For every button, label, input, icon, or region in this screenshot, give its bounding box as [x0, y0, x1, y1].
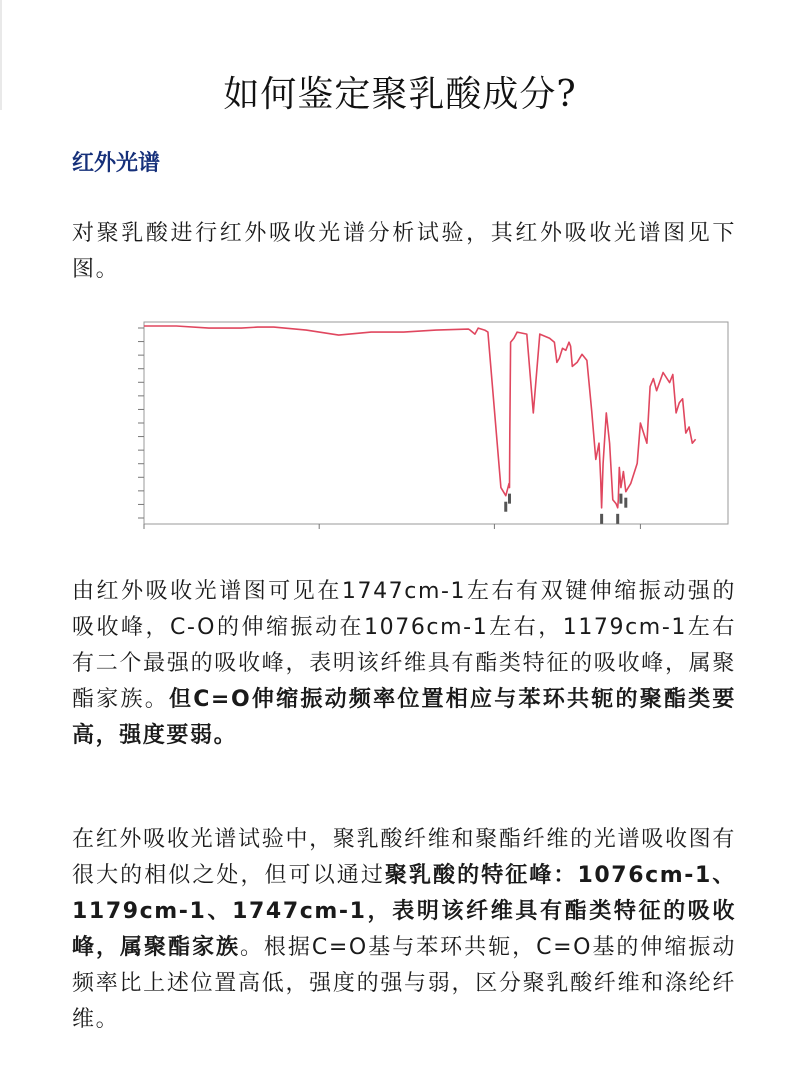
peak-marker — [616, 514, 619, 524]
peak-marker — [619, 494, 622, 504]
paragraph-comparison-end: 。根据C=O基与苯环共轭，C=O基的伸缩振动频率比上述位置高低，强度的强与弱，区分聚乳酸纤维和涤纶纤维。 — [72, 935, 736, 1032]
section-heading: 红外光谱 — [72, 151, 161, 176]
paragraph-comparison-start: 在红外吸收光谱试验中，聚乳酸纤维和聚酯纤维的光谱吸收图有很大的相似之处，但可以通过 — [72, 827, 736, 888]
peak-marker — [624, 498, 627, 508]
peak-marker — [504, 502, 507, 512]
paragraph-comparison — [72, 822, 736, 1038]
paragraph-analysis-bold: 但C=O伸缩振动频率位置相应与苯环共轭的聚酯类要高，强度要弱。 — [72, 687, 736, 748]
page-title: 如何鉴定聚乳酸成分? — [223, 74, 577, 115]
paragraph-comparison-bold: 聚乳酸的特征峰：1076cm-1、1179cm-1、1747cm-1，表明该纤维具有酯类特征的吸收峰，属聚酯家族 — [72, 863, 736, 960]
ir-spectrum-chart — [100, 312, 740, 544]
paragraph-intro: 对聚乳酸进行红外吸收光谱分析试验，其红外吸收光谱图见下图。 — [72, 221, 736, 282]
paragraph-analysis — [72, 574, 736, 754]
ir-spectrum-svg — [100, 312, 740, 544]
peak-marker — [508, 494, 511, 504]
peak-marker — [600, 514, 603, 524]
paragraph-analysis-text: 由红外吸收光谱图可见在1747cm-1左右有双键伸缩振动强的吸收峰，C-O的伸缩振动在1076cm-1左右，1179cm-1左右有二个最强的吸收峰，表明该纤维具有酯类特征的吸收峰，属聚酯家族。 — [72, 579, 736, 712]
